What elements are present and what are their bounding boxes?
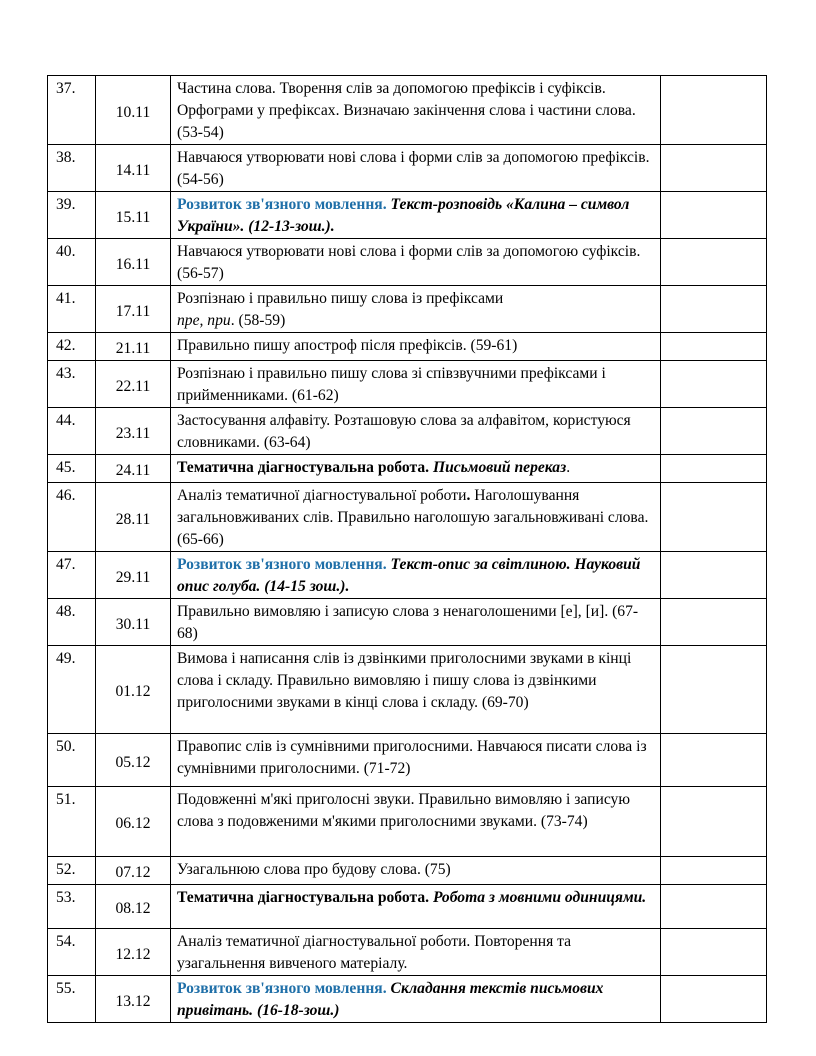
row-number: 37. — [48, 76, 96, 145]
row-notes — [661, 483, 767, 552]
row-notes — [661, 885, 767, 929]
table-row — [48, 408, 767, 455]
row-date: 13.12 — [96, 976, 171, 1023]
topic-text: Правопис слів із сумнівними приголосними. Навчаюся писати слова із сумнівними приголосними. (71-72) — [177, 738, 647, 777]
row-date: 30.11 — [96, 599, 171, 646]
row-number: 39. — [48, 192, 96, 239]
row-notes — [661, 455, 767, 483]
row-topic — [171, 929, 661, 976]
row-date: 08.12 — [96, 885, 171, 929]
row-number: 49. — [48, 646, 96, 734]
table-row — [48, 976, 767, 1023]
row-topic — [171, 408, 661, 455]
row-topic — [171, 145, 661, 192]
table-row — [48, 552, 767, 599]
table-row — [48, 646, 767, 734]
row-notes — [661, 145, 767, 192]
row-number: 47. — [48, 552, 96, 599]
row-topic — [171, 192, 661, 239]
table-row — [48, 333, 767, 361]
topic-text: Правильно вимовляю і записую слова з ненаголошеними [е], [и]. (67-68) — [177, 603, 639, 642]
row-notes — [661, 787, 767, 857]
table-row — [48, 192, 767, 239]
row-notes — [661, 552, 767, 599]
row-notes — [661, 76, 767, 145]
row-date: 10.11 — [96, 76, 171, 145]
topic-text: Письмовий переказ — [429, 459, 567, 476]
row-date: 17.11 — [96, 286, 171, 333]
row-number: 55. — [48, 976, 96, 1023]
topic-text: Частина слова. Творення слів за допомогою префіксів і суфіксів. Орфограми у префіксах. Визначаю закінчення слова і частини слова. (53-54) — [177, 80, 636, 141]
row-date: 28.11 — [96, 483, 171, 552]
topic-tail-text: . (58-59) — [230, 312, 286, 329]
topic-text: Складання текстів письмових привітань. (16-18-зош.) — [177, 980, 604, 1019]
table-row — [48, 239, 767, 286]
row-number: 53. — [48, 885, 96, 929]
row-number: 45. — [48, 455, 96, 483]
table-row — [48, 455, 767, 483]
row-date: 06.12 — [96, 787, 171, 857]
table-row — [48, 145, 767, 192]
topic-italic-text: пре, при — [177, 312, 231, 329]
topic-text: Навчаюся утворювати нові слова і форми слів за допомогою суфіксів. (56-57) — [177, 243, 641, 282]
row-number: 41. — [48, 286, 96, 333]
table-row — [48, 734, 767, 787]
row-number: 38. — [48, 145, 96, 192]
row-notes — [661, 361, 767, 408]
row-date: 23.11 — [96, 408, 171, 455]
row-number: 46. — [48, 483, 96, 552]
row-date: 24.11 — [96, 455, 171, 483]
topic-text: Правильно пишу апостроф після префіксів. (59-61) — [177, 337, 518, 354]
row-topic — [171, 599, 661, 646]
row-number: 43. — [48, 361, 96, 408]
table-row — [48, 857, 767, 885]
topic-tail-text: . — [566, 459, 571, 476]
row-number: 50. — [48, 734, 96, 787]
row-notes — [661, 599, 767, 646]
topic-text: Текст-розповідь «Калина – символ України». (12-13-зош.). — [177, 196, 630, 235]
topic-text: Подовженні м'які приголосні звуки. Правильно вимовляю і записую слова з подовженими м'якими приголосними звуками. (73-74) — [177, 791, 630, 830]
row-topic — [171, 646, 661, 734]
row-topic — [171, 885, 661, 929]
topic-text: Робота з мовними одиницями. — [429, 889, 647, 906]
row-topic — [171, 333, 661, 361]
table-row — [48, 483, 767, 552]
row-date: 29.11 — [96, 552, 171, 599]
table-row — [48, 885, 767, 929]
speech-development-label: Розвиток зв'язного мовлення. — [177, 980, 387, 997]
topic-dot: . — [466, 487, 471, 504]
row-topic — [171, 286, 661, 333]
table-row — [48, 361, 767, 408]
row-date: 21.11 — [96, 333, 171, 361]
topic-text: Узагальнюю слова про будову слова. (75) — [177, 861, 451, 878]
topic-tail-text: Наголошування загальновживаних слів. Правильно наголошую загальновживані слова. (65-66) — [177, 487, 649, 548]
row-notes — [661, 192, 767, 239]
row-notes — [661, 734, 767, 787]
speech-development-label: Розвиток зв'язного мовлення. — [177, 196, 387, 213]
row-date: 05.12 — [96, 734, 171, 787]
table-row — [48, 929, 767, 976]
table-row — [48, 286, 767, 333]
speech-development-label: Розвиток зв'язного мовлення. — [177, 556, 387, 573]
topic-text: Застосування алфавіту. Розташовую слова за алфавітом, користуюся словниками. (63-64) — [177, 412, 631, 451]
row-topic — [171, 239, 661, 286]
row-topic — [171, 455, 661, 483]
row-notes — [661, 929, 767, 976]
diagnostic-work-label: Тематична діагностувальна робота. — [177, 459, 430, 476]
row-date: 14.11 — [96, 145, 171, 192]
row-date: 22.11 — [96, 361, 171, 408]
row-number: 54. — [48, 929, 96, 976]
row-topic — [171, 857, 661, 885]
row-notes — [661, 646, 767, 734]
row-topic — [171, 483, 661, 552]
topic-text: Навчаюся утворювати нові слова і форми слів за допомогою префіксів. (54-56) — [177, 149, 650, 188]
row-notes — [661, 286, 767, 333]
row-topic — [171, 787, 661, 857]
row-number: 40. — [48, 239, 96, 286]
topic-text: Аналіз тематичної діагностувальної роботи. Повторення та узагальнення вивченого матеріалу. — [177, 933, 572, 972]
row-notes — [661, 408, 767, 455]
table-row — [48, 787, 767, 857]
topic-text: Вимова і написання слів із дзвінкими приголосними звуками в кінці слова і складу. Правильно вимовляю і пишу слова із дзвінкими приголосними звуками в кінці слова і складу. (69-70) — [177, 650, 632, 711]
row-date: 01.12 — [96, 646, 171, 734]
row-date: 16.11 — [96, 239, 171, 286]
row-notes — [661, 333, 767, 361]
row-number: 51. — [48, 787, 96, 857]
row-topic — [171, 552, 661, 599]
row-topic — [171, 76, 661, 145]
row-notes — [661, 239, 767, 286]
row-topic — [171, 361, 661, 408]
row-date: 12.12 — [96, 929, 171, 976]
row-number: 42. — [48, 333, 96, 361]
row-number: 44. — [48, 408, 96, 455]
row-date: 07.12 — [96, 857, 171, 885]
row-number: 48. — [48, 599, 96, 646]
row-topic — [171, 976, 661, 1023]
row-notes — [661, 976, 767, 1023]
row-number: 52. — [48, 857, 96, 885]
topic-text: Текст-опис за світлиною. Науковий опис голуба. (14-15 зош.). — [177, 556, 641, 595]
topic-text: Аналіз тематичної діагностувальної роботи — [177, 487, 467, 504]
table-row — [48, 76, 767, 145]
row-date: 15.11 — [96, 192, 171, 239]
row-topic — [171, 734, 661, 787]
topic-text: Розпізнаю і правильно пишу слова із префіксами — [177, 290, 504, 307]
diagnostic-work-label: Тематична діагностувальна робота. — [177, 889, 430, 906]
row-notes — [661, 857, 767, 885]
topic-text: Розпізнаю і правильно пишу слова зі співзвучними префіксами і прийменниками. (61-62) — [177, 365, 606, 404]
table-row — [48, 599, 767, 646]
lesson-plan-table — [47, 75, 767, 1023]
